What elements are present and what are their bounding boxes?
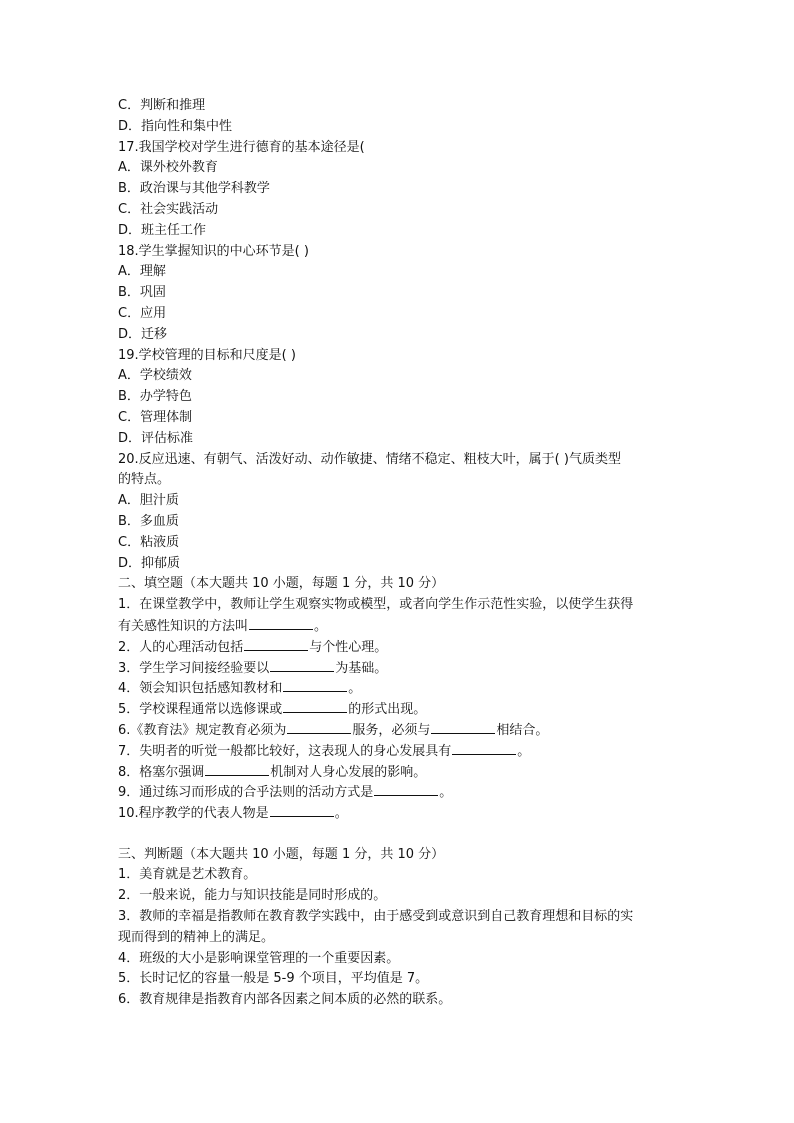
text-line: 3．教师的幸福是指教师在教育教学实践中，由于感受到或意识到自己教育理想和目标的实 [118, 909, 634, 925]
text-segment: 的形式出现。 [348, 702, 427, 718]
text-line: 6．教育规律是指教育内部各因素之间本质的必然的联系。 [118, 992, 452, 1008]
text-line: 20.反应迅速、有朝气、活泼好动、动作敏捷、情绪不稳定、粗枝大叶，属于( )气质类型 [118, 451, 621, 467]
text-line: D．评估标准 [118, 430, 194, 446]
text-line: D．抑郁质 [118, 555, 181, 571]
fill-in-blank [287, 720, 351, 734]
text-segment: 相结合。 [496, 722, 549, 738]
text-segment: 8．格塞尔强调 [118, 764, 205, 780]
fill-in-blank [283, 678, 347, 692]
text-line: C．粘液质 [118, 534, 180, 550]
text-line: 17.我国学校对学生进行德育的基本途径是( [118, 139, 365, 155]
text-line [118, 637, 684, 658]
fill-in-blank [374, 782, 438, 796]
text-line: B．巩固 [118, 285, 166, 301]
text-segment: 5．学校课程通常以选修课或 [118, 702, 283, 718]
text-segment: 。 [517, 743, 531, 759]
text-segment: 有关感性知识的方法叫 [118, 618, 249, 634]
text-line: D．班主任工作 [118, 222, 207, 238]
text-segment: 4．领会知识包括感知教材和 [118, 681, 283, 697]
text-line [118, 616, 684, 637]
text-line: 5．长时记忆的容量一般是 5-9 个项目，平均值是 7。 [118, 971, 429, 987]
text-line [118, 699, 684, 720]
text-line: 三、判断题（本大题共 10 小题，每题 1 分，共 10 分） [118, 846, 445, 862]
fill-in-blank [431, 720, 495, 734]
text-line: C．管理体制 [118, 409, 193, 425]
text-line: 二、填空题（本大题共 10 小题，每题 1 分，共 10 分） [118, 576, 445, 592]
text-segment: 9．通过练习而形成的合乎法则的活动方式是 [118, 785, 374, 801]
text-segment: 3．学生学习间接经验要以 [118, 660, 270, 676]
text-line [118, 782, 684, 803]
text-line: A．理解 [118, 264, 166, 280]
text-segment: 。 [334, 806, 348, 822]
text-line [118, 803, 684, 824]
fill-in-blank [205, 762, 269, 776]
text-segment: 2．人的心理活动包括 [118, 639, 244, 655]
text-segment: 机制对人身心发展的影响。 [270, 764, 427, 780]
text-segment: 。 [314, 618, 328, 634]
fill-in-blank [244, 637, 308, 651]
text-line: D．迁移 [118, 326, 168, 342]
text-line: C．应用 [118, 305, 167, 321]
text-line: B．办学特色 [118, 389, 192, 405]
text-segment: 与个性心理。 [309, 639, 388, 655]
text-line: B．政治课与其他学科教学 [118, 181, 270, 197]
blank-line [118, 824, 684, 845]
fill-in-blank [452, 741, 516, 755]
text-line: A．胆汁质 [118, 493, 179, 509]
text-line: C．判断和推理 [118, 98, 206, 113]
text-line: 1．在课堂教学中，教师让学生观察实物或模型，或者向学生作示范性实验，以使学生获得 [118, 597, 634, 613]
text-line [118, 720, 684, 741]
text-line [118, 741, 684, 762]
text-line: 的特点。 [118, 472, 171, 488]
text-line: C．社会实践活动 [118, 201, 219, 217]
text-line [118, 658, 684, 679]
text-segment: 10.程序教学的代表人物是 [118, 806, 269, 822]
text-segment: 7．失明者的听觉一般都比较好，这表现人的身心发展具有 [118, 743, 452, 759]
text-segment: 。 [348, 681, 362, 697]
fill-in-blank [270, 658, 334, 672]
fill-in-blank [249, 616, 313, 630]
text-segment: 。 [439, 785, 453, 801]
text-segment: 为基础。 [335, 660, 388, 676]
fill-in-blank [283, 699, 347, 713]
text-line: A．课外校外教育 [118, 160, 218, 176]
text-line [118, 678, 684, 699]
text-line: 2．一般来说，能力与知识技能是同时形成的。 [118, 888, 387, 904]
text-line: 19.学校管理的目标和尺度是( ) [118, 347, 296, 363]
text-line: B．多血质 [118, 513, 179, 529]
text-line: 1．美育就是艺术教育。 [118, 867, 257, 883]
text-line: D．指向性和集中性 [118, 118, 233, 134]
text-segment: 6.《教育法》规定教育必须为 [118, 722, 287, 738]
text-line [118, 762, 684, 783]
text-line: A．学校绩效 [118, 368, 192, 384]
text-line: 4．班级的大小是影响课堂管理的一个重要因素。 [118, 950, 400, 966]
text-line: 现而得到的精神上的满足。 [118, 929, 275, 945]
text-line: 18.学生掌握知识的中心环节是( ) [118, 243, 309, 259]
text-segment: 服务，必须与 [352, 722, 431, 738]
fill-in-blank [270, 803, 334, 817]
